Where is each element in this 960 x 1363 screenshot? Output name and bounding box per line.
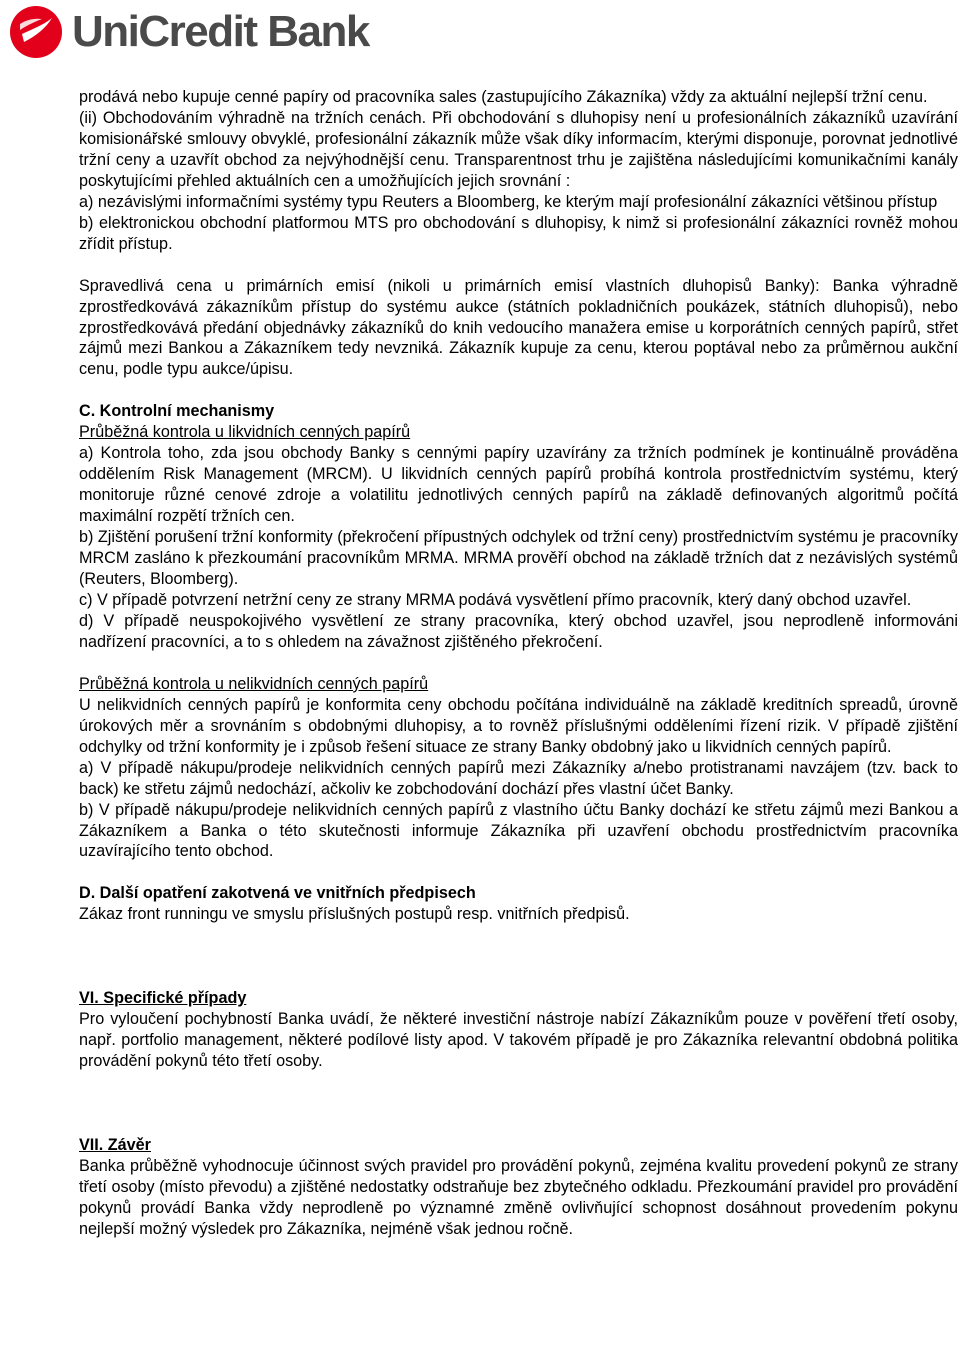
logo-text: UniCredit Bank <box>72 7 369 56</box>
paragraph: a) Kontrola toho, zda jsou obchody Banky s cennými papíry uzavírány za tržních podmínek je kontinuálně prováděna oddělením Risk Management (MRCM). U likvidních cenných papírů probíhá kontrola prostřednictvím systému, který monitoruje různé cenové zdroje a volatilitu jednotlivých cenných papírů na základě definovaných algoritmů počítá maximální rozpětí tržních cen. <box>79 444 958 526</box>
section-heading-d: D. Další opatření zakotvená ve vnitřních předpisech <box>79 884 476 903</box>
bank-logo <box>8 4 369 60</box>
paragraph: b) elektronickou obchodní platformou MTS pro obchodování s dluhopisy, k nimž si profesionální zákazníci rovněž mohou zřídit přístup. <box>79 213 958 253</box>
paragraph: (ii) Obchodováním výhradně na tržních cenách. Při obchodování s dluhopisy není u profesionálních zákazníků uzavírání komisionářské smlouvy obvyklé, profesionální zákazník může však díky informacím, kterými disponuje, porovnat jednotlivé tržní ceny a uzavřít obchod za nejvýhodnější cenu. Transparentnost trhu je zajištěna následujícími komunikačními kanály poskytujícími přehled aktuálních cen a umožňujících jejich srovnání : <box>79 108 958 190</box>
paragraph: prodává nebo kupuje cenné papíry od pracovníka sales (zastupujícího Zákazníka) vždy za aktuální nejlepší tržní cenu. <box>79 88 928 106</box>
paragraph: a) nezávislými informačními systémy typu Reuters a Bloomberg, ke kterým mají profesionální zákazníci většinou přístup <box>79 192 938 211</box>
unicredit-logo-icon <box>8 4 64 60</box>
paragraph: b) Zjištění porušení tržní konformity (překročení přípustných odchylek od tržní ceny) prostřednictvím systému je pracovníky MRCM zasláno k přezkoumání pracovníkům MRMA. MRMA prověří obchod na základě tržních dat z nezávislých systémů (Reuters, Bloomberg). <box>79 528 958 589</box>
paragraph: Spravedlivá cena u primárních emisí (nikoli u primárních emisí vlastních dluhopisů Banky): Banka výhradně zprostředkovává zákazníkům přístup do systému aukce (státních pokladničních poukázek, státních dluhopisů), nebo zprostředkovává předání objednávky zákazníků do knih vedoucího manažera emise u korporátních cenných papírů, střet zájmů mezi Bankou a Zákazníkem tedy nevzniká. Zákazník kupuje za cenu, kterou poptával nebo za průměrnou aukční cenu, podle typu aukce/úpisu. <box>79 276 958 379</box>
subheading-illiquid: Průběžná kontrola u nelikvidních cenných papírů <box>79 674 429 693</box>
paragraph: Zákaz front runningu ve smyslu příslušných postupů resp. vnitřních předpisů. <box>79 905 630 924</box>
section-heading-vi: VI. Specifické případy <box>79 989 247 1008</box>
paragraph: U nelikvidních cenných papírů je konformita ceny obchodu počítána individuálně na základě kreditních spreadů, úrovně úrokových měr a srovnáním s obdobnými dluhopisy, a to rovněž příslušnými odděleními řízení rizik. V případě zjištění odchylky od tržní konformity je i způsob řešení situace ze strany Banky obdobný jako u likvidních cenných papírů. <box>79 695 958 756</box>
section-heading-c: C. Kontrolní mechanismy <box>79 402 275 421</box>
paragraph: Banka průběžně vyhodnocuje účinnost svých pravidel pro provádění pokynů, zejména kvalitu provedení pokynů ze strany třetí osoby (místo převodu) a zjištěné nedostatky odstraňuje bez zbytečného odkladu. Přezkoumání pravidel pro provádění pokynů provádí Banka vždy neprodleně po významné změně ovlivňující schopnost dosáhnout provedením pokynu nejlepší možný výsledek pro Zákazníka, nejméně však jednou ročně. <box>79 1157 958 1238</box>
paragraph: Pro vyloučení pochybností Banka uvádí, že některé investiční nástroje nabízí Zákazníkům pouze v pověření třetí osoby, např. portfolio management, některé podílové listy apod. V takovém případě je pro Zákazníka relevantní obdobná politika provádění pokynů této třetí osoby. <box>79 1010 958 1071</box>
paragraph: a) V případě nákupu/prodeje nelikvidních cenných papírů mezi Zákazníky a/nebo protistranami navzájem (tzv. back to back) ke střetu zájmů nedochází, ačkoliv ke zobchodování dochází přes vlastní účet Banky. <box>79 758 958 798</box>
paragraph: b) V případě nákupu/prodeje nelikvidních cenných papírů z vlastního účtu Banky dochází ke střetu zájmů mezi Bankou a Zákazníkem a Banka o této skutečnosti informuje Zákazníka při uzavření obchodu prostřednictvím pracovníka uzavírajícího tento obchod. <box>79 800 958 861</box>
section-heading-vii: VII. Závěr <box>79 1136 151 1155</box>
paragraph: c) V případě potvrzení netržní ceny ze strany MRMA podává vysvětlení přímo pracovník, který daný obchod uzavřel. <box>79 590 912 609</box>
document-body <box>79 87 958 1240</box>
paragraph: d) V případě neuspokojivého vysvětlení ze strany pracovníka, který obchod uzavřel, jsou neprodleně informováni nadřízení pracovníci, a to s ohledem na závažnost zjištěného překročení. <box>79 611 958 651</box>
subheading-liquid: Průběžná kontrola u likvidních cenných papírů <box>79 423 411 442</box>
